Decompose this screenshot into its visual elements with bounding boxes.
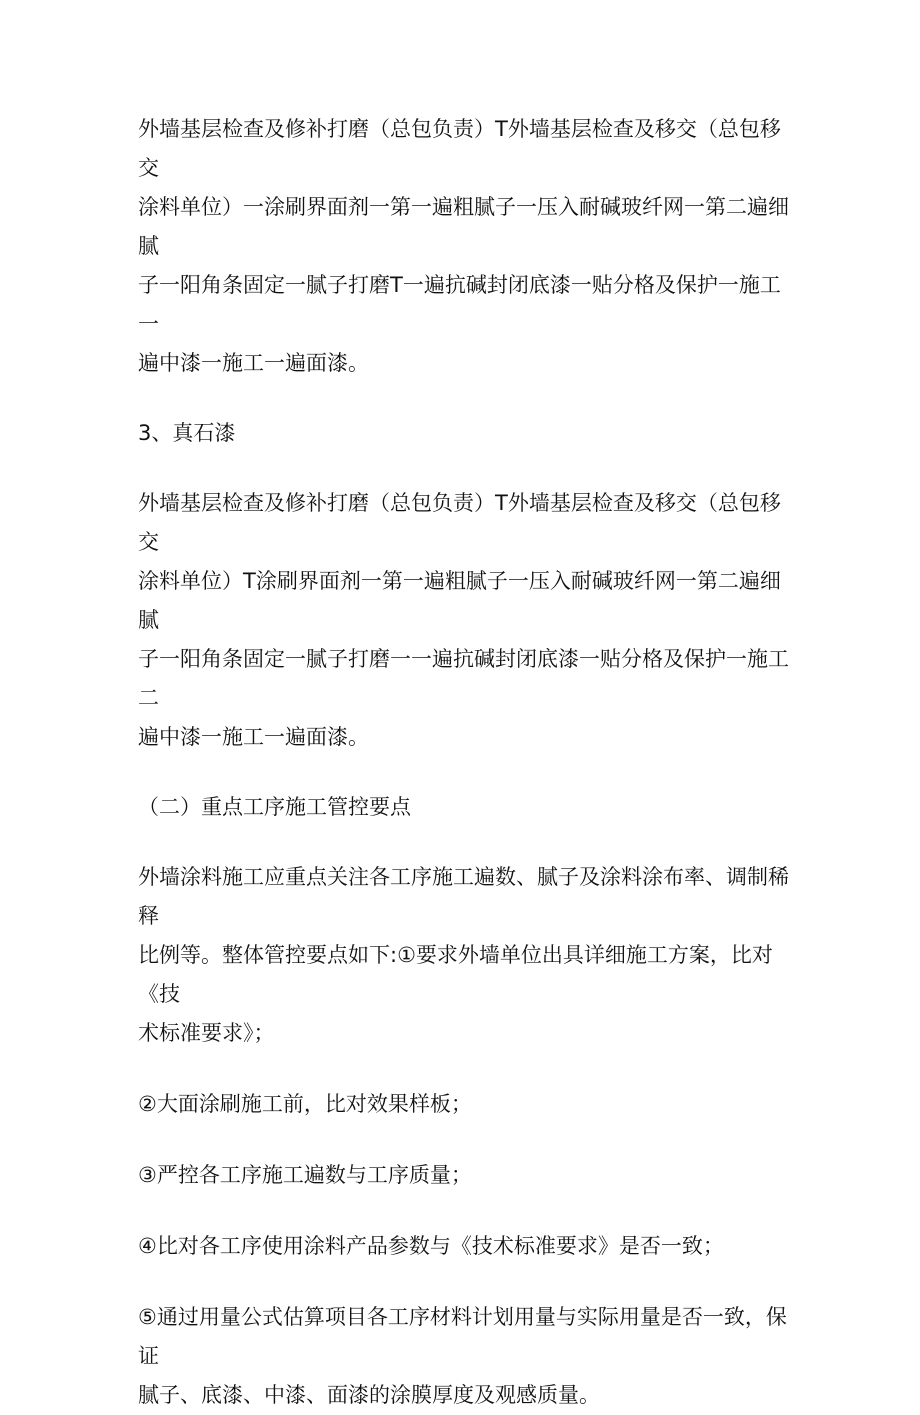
control-item-4: ④比对各工序使用涂料产品参数与《技术标准要求》是否一致；	[138, 1234, 724, 1258]
control-item-2: ②大面涂刷施工前，比对效果样板；	[138, 1092, 472, 1116]
heading-real-stone-paint: 3、真石漆	[138, 421, 236, 445]
control-item-3: ③严控各工序施工遍数与工序质量；	[138, 1163, 472, 1187]
paragraph-control-overview: 外墙涂料施工应重点关注各工序施工遍数、腻子及涂料涂布率、调制稀释 比例等。整体管控要点如下:①要求外墙单位出具详细施工方案，比对《技 术标准要求》；	[138, 865, 789, 1045]
control-item-5: ⑤通过用量公式估算项目各工序材料计划用量与实际用量是否一致，保证 腻子、底漆、中漆、面漆的涂膜厚度及观感质量。	[138, 1305, 787, 1407]
paragraph-process-real-stone: 外墙基层检查及修补打磨（总包负责）T外墙基层检查及移交（总包移交 涂料单位）T涂刷界面剂一第一遍粗腻子一压入耐碱玻纤网一第二遍细腻 子一阳角条固定一腻子打磨一一遍抗碱封闭底漆一贴分格及保护一施工二 遍中漆一施工一遍面漆。	[138, 491, 789, 749]
paragraph-process-coating: 外墙基层检查及修补打磨（总包负责）T外墙基层检查及移交（总包移交 涂料单位）一涂刷界面剂一第一遍粗腻子一压入耐碱玻纤网一第二遍细腻 子一阳角条固定一腻子打磨T一遍抗碱封闭底漆一贴分格及保护一施工一 遍中漆一施工一遍面漆。	[138, 117, 789, 375]
document-body	[138, 110, 798, 1415]
heading-key-process-control: （二）重点工序施工管控要点	[138, 795, 411, 819]
